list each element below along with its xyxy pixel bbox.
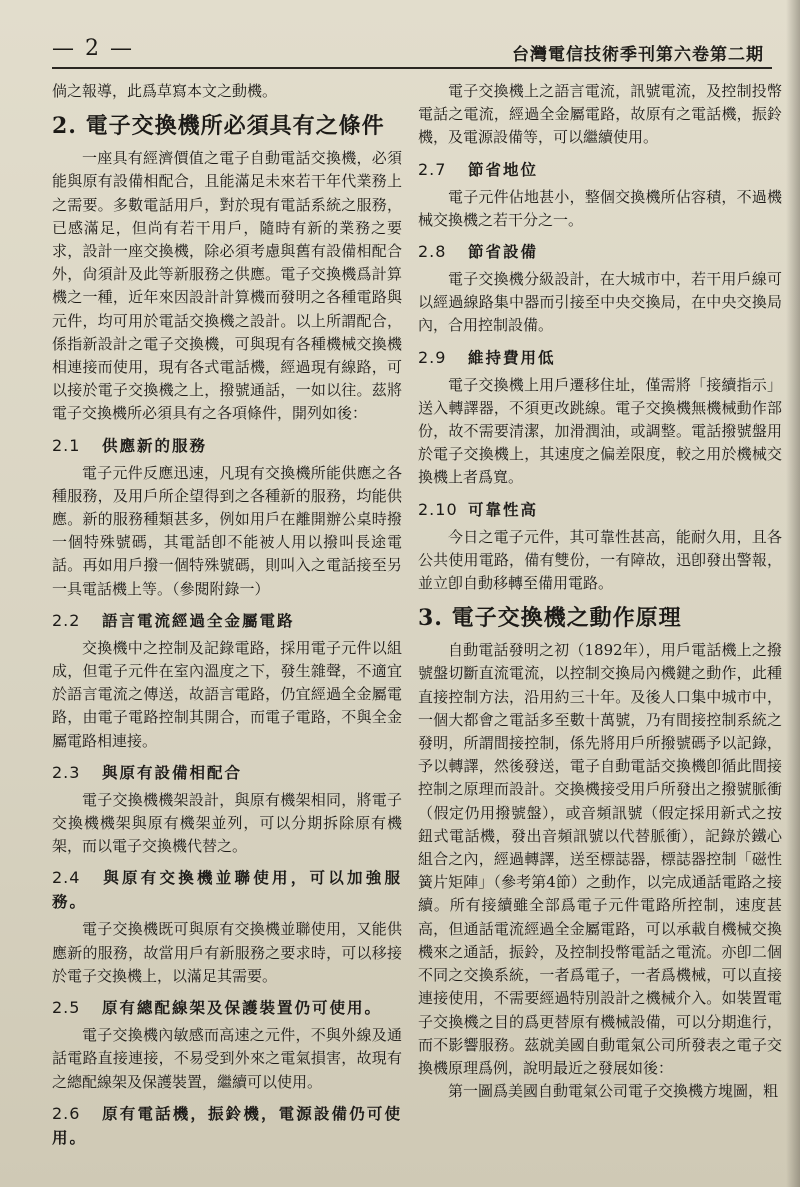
subsection-number: 2.4 — [52, 868, 81, 888]
page-edge-shadow — [786, 0, 800, 1187]
subsection-2-5-body: 電子交換機內敏感而高速之元件，不與外線及通話電路直接連接，不易受到外來之電氣損害，故現有之總配線架及保護裝置，繼續可以使用。 — [52, 1026, 402, 1091]
subsection-number: 2.6 — [52, 1103, 81, 1123]
subsection-title: 節省地位 — [468, 159, 539, 179]
subsection-title: 供應新的服務 — [102, 435, 208, 455]
subsection-2-4-body: 電子交換機既可與原有交換機並聯使用，又能供應新的服務，故當用戶有新服務之要求時，可以移接於電子交換機上，以滿足其需要。 — [52, 920, 402, 985]
subsection-2-7-heading — [418, 158, 782, 182]
section-2-body: 一座具有經濟價值之電子自動電話交換機，必須能與原有設備相配合，且能滿足未來若干年代業務上之需要。多數電話用戶，對於現有電話系統之服務，已感滿足，但尚有若干用戶，隨時有新的業務之要求，設計一座交換機，除必須考慮與舊有設備相配合外，尙須計及此等新服務之供應。電子交換機爲計算機之一種，近年來因設計計算機而發明之各種電路與元件，均可用於電話交換機之設計。以上所謂配合，係指新設計之電子交換機，可與現有各種機械交換機相連接而使用，現有各式電話機，經過現有線路，可以接於電子交換機之上，撥號通話，一如以往。茲將電子交換機所必須具有之各項條件，開列如後： — [52, 149, 402, 423]
subsection-2-8-heading — [418, 240, 782, 264]
section-3-heading: 3. 電子交換機之動作原理 — [418, 605, 682, 632]
continuation-text: 倘之報導，此爲草寫本文之動機。 — [52, 82, 278, 100]
subsection-2-10-heading — [418, 498, 782, 522]
subsection-2-4-heading — [52, 866, 402, 914]
subsection-2-6-heading — [52, 1102, 402, 1150]
subsection-number: 2.8 — [418, 242, 447, 262]
subsection-2-9-heading — [418, 346, 782, 370]
subsection-number: 2.9 — [418, 347, 447, 367]
subsection-2-3-heading — [52, 761, 402, 785]
subsection-title: 原有總配線架及保護裝置仍可使用。 — [102, 998, 383, 1018]
subsection-number: 2.10 — [418, 499, 458, 519]
subsection-2-6-body: 電子交換機上之語言電流，訊號電流，及控制投幣電話之電流，經過全金屬電路，故原有之電話機，振鈴機，及電源設備等，可以繼續使用。 — [418, 82, 782, 147]
subsection-number: 2.1 — [52, 435, 81, 455]
subsection-number: 2.3 — [52, 762, 81, 782]
subsection-title: 維持費用低 — [468, 347, 556, 367]
subsection-2-5-heading — [52, 996, 402, 1020]
subsection-2-3-body: 電子交換機機架設計，與原有機架相同，將電子交換機機架與原有機架並列，可以分期拆除原有機架，而以電子交換機代替之。 — [52, 790, 402, 856]
subsection-2-1-body: 電子元件反應迅速，凡現有交換機所能供應之各種服務，及用戶所企望得到之各種新的服務，均能供應。新的服務種類甚多，例如用戶在離開辦公桌時撥一個特殊號碼，其電話卽不能被人用以撥叫長途電話。再如用戶撥一個特殊號碼，則叫入之電話接至另一具電話機上等。（參閱附錄一） — [52, 463, 402, 598]
subsection-title: 節省設備 — [468, 242, 539, 262]
left-column — [52, 80, 402, 1175]
page-header — [52, 36, 772, 66]
subsection-title: 原有電話機，振鈴機，電源設備仍可使用。 — [52, 1103, 402, 1147]
right-column — [418, 80, 782, 1175]
subsection-title: 與原有設備相配合 — [102, 762, 243, 782]
subsection-title: 與原有交換機並聯使用，可以加強服務。 — [52, 868, 402, 912]
subsection-2-9-body: 電子交換機上用戶遷移住址，僅需將「接續指示」送入轉譯器，不須更改跳線。電子交換機無機械動作部份，故不需要清潔，加滑潤油，或調整。電話撥號盤用於電子交換機上，其速度之偏差限度，較之用於機械交換機上者爲寬。 — [418, 375, 782, 487]
header-rule — [52, 67, 772, 69]
subsection-number: 2.2 — [52, 610, 81, 630]
subsection-number: 2.7 — [418, 159, 447, 179]
journal-title: 台灣電信技術季刊第六卷第二期 — [512, 45, 764, 65]
subsection-2-10-body: 今日之電子元件，其可靠性甚高，能耐久用，且各公共使用電路，備有雙份，一有障故，迅卽發出警報，並立卽自動移轉至備用電路。 — [418, 527, 782, 593]
subsection-2-8-body: 電子交換機分級設計，在大城市中，若干用戶線可以經過線路集中器而引接至中央交換局，在中央交換局內，合用控制設備。 — [418, 270, 782, 335]
subsection-2-2-body: 交換機中之控制及記錄電路，採用電子元件以組成，但電子元件在室內溫度之下，發生雜聲，不適宜於語言電流之傳送，故語言電路，仍宜經過全金屬電路，由電子電路控制其開合，而電子電路，不與全金屬電路相連接。 — [52, 638, 402, 750]
section-3-body: 自動電話發明之初（1892年），用戶電話機上之撥號盤切斷直流電流，以控制交換局內機鍵之動作，此種直接控制方法，沿用約三十年。及後人口集中城市中，一個大都會之電話多至數十萬號，乃有間接控制系統之發明，所謂間接控制，係先將用戶所撥號碼予以記錄，予以轉譯，然後發送，電子自動電話交換機卽循此間接控制之原理而設計。交換機接受用戶所發出之撥號脈衝（假定仍用撥號盤），或音頻訊號（假定採用新式之按鈕式電話機，發出音頻訊號以代替脈衝），記錄於鐵心組合之內，經過轉譯，送至標誌器，標誌器控制「磁性簧片矩陣」（參考第4節）之動作，以完成通話電路之接續。所有接續雖全部爲電子元件電路所控制，速度甚高，但通話電流經過全金屬電路，可以承載自機械交換機來之通話，振鈴，及控制投幣電話之電流。亦卽二個不同之交換系統，一者爲電子，一者爲機械，可以直接連接使用，不需要經過特別設計之機械介入。如裝置電子交換機之目的爲更替原有機械設備，可以分期進行，而不影響服務。茲就美國自動電氣公司所發表之電子交換機原理爲例，說明最近之發展如後： — [418, 641, 782, 1077]
section-2-heading: 2. 電子交換機所必須具有之條件 — [52, 113, 385, 140]
subsection-title: 可靠性高 — [468, 499, 539, 519]
subsection-number: 2.5 — [52, 998, 81, 1018]
subsection-2-7-body: 電子元件佔地甚小，整個交換機所佔容積，不過機械交換機之若干分之一。 — [418, 187, 782, 229]
subsection-title: 語言電流經過全金屬電路 — [102, 610, 295, 630]
subsection-2-2-heading — [52, 609, 402, 633]
page-number: — 2 — — [52, 36, 134, 61]
section-3-last-line: 第一圖爲美國自動電氣公司電子交換機方塊圖，粗 — [448, 1082, 779, 1101]
subsection-2-1-heading — [52, 434, 402, 458]
